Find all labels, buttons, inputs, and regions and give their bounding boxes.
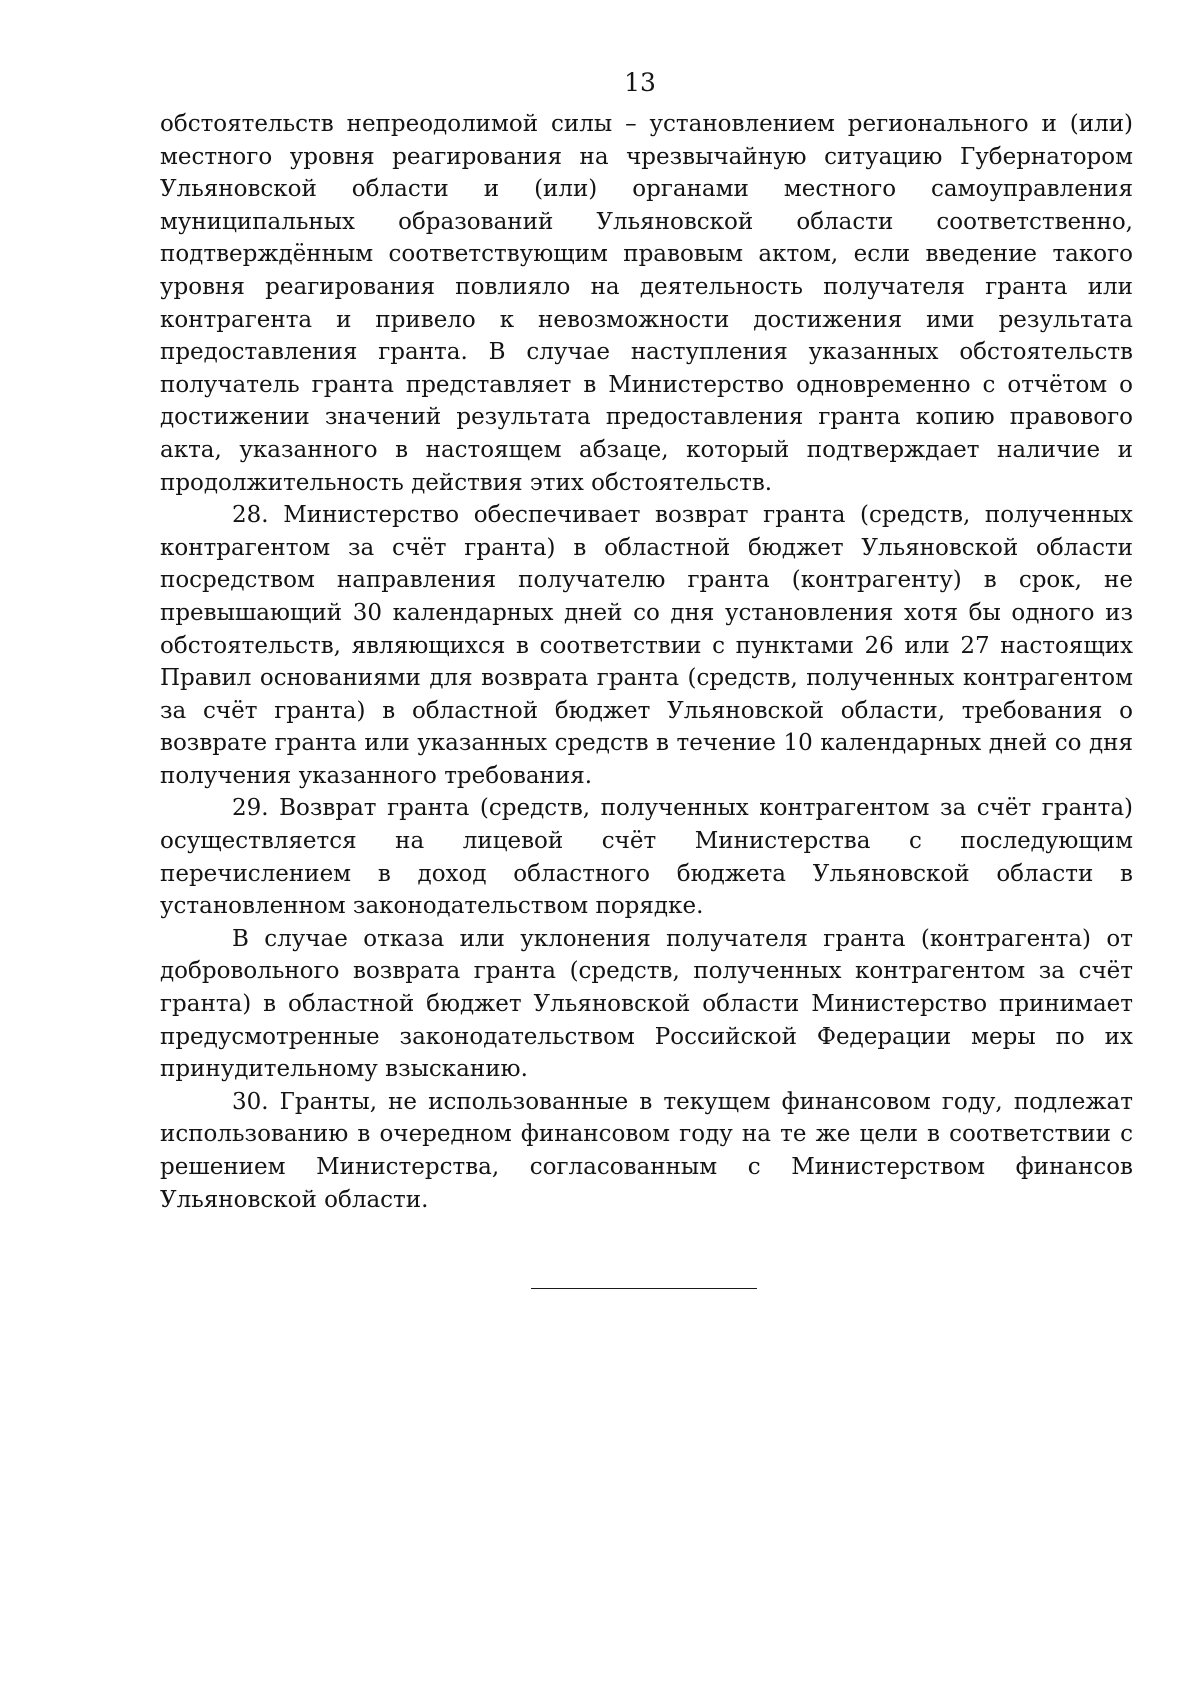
document-body	[160, 108, 1133, 1216]
paragraph-29-return-account: 29. Возврат гранта (средств, полученных контрагентом за счёт гранта) осуществляется на лицевой счёт Министерства с последующим перечислением в доход областного бюджета Ульяновской области в установленном законодательством порядке.	[160, 795, 1133, 920]
paragraph-force-majeure-continuation: обстоятельств непреодолимой силы – установлением регионального и (или) местного уровня реагирования на чрезвычайную ситуацию Губернатором Ульяновской области и (или) органами местного самоуправления муниципальных образований Ульяновской области соответственно, подтверждённым соответствующим правовым актом, если введение такого уровня реагирования повлияло на деятельность получателя гранта или контрагента и привело к невозможности достижения ими результата предоставления гранта. В случае наступления указанных обстоятельств получатель гранта представляет в Министерство одновременно с отчётом о достижении значений результата предоставления гранта копию правового акта, указанного в настоящем абзаце, который подтверждает наличие и продолжительность действия этих обстоятельств.	[160, 111, 1133, 496]
paragraph-30-unused-grants: 30. Гранты, не использованные в текущем финансовом году, подлежат использованию в очередном финансовом году на те же цели в соответствии с решением Министерства, согласованным с Министерством финансов Ульяновской области.	[160, 1088, 1133, 1213]
end-of-text-separator	[531, 1288, 757, 1289]
page-number: 13	[624, 68, 656, 97]
paragraph-refusal-enforcement: В случае отказа или уклонения получателя гранта (контрагента) от добровольного возврата гранта (средств, полученных контрагентом за счёт гранта) в областной бюджет Ульяновской области Министерство принимает предусмотренные законодательством Российской Федерации меры по их принудительному взысканию.	[160, 925, 1133, 1083]
paragraph-28-grant-return-demand: 28. Министерство обеспечивает возврат гранта (средств, полученных контрагентом за счёт гранта) в областной бюджет Ульяновской области посредством направления получателю гранта (контрагенту) в срок, не превышающий 30 календарных дней со дня установления хотя бы одного из обстоятельств, являющихся в соответствии с пунктами 26 или 27 настоящих Правил основаниями для возврата гранта (средств, полученных контрагентом за счёт гранта) в областной бюджет Ульяновской области, требования о возврате гранта или указанных средств в течение 10 календарных дней со дня получения указанного требования.	[160, 502, 1133, 789]
